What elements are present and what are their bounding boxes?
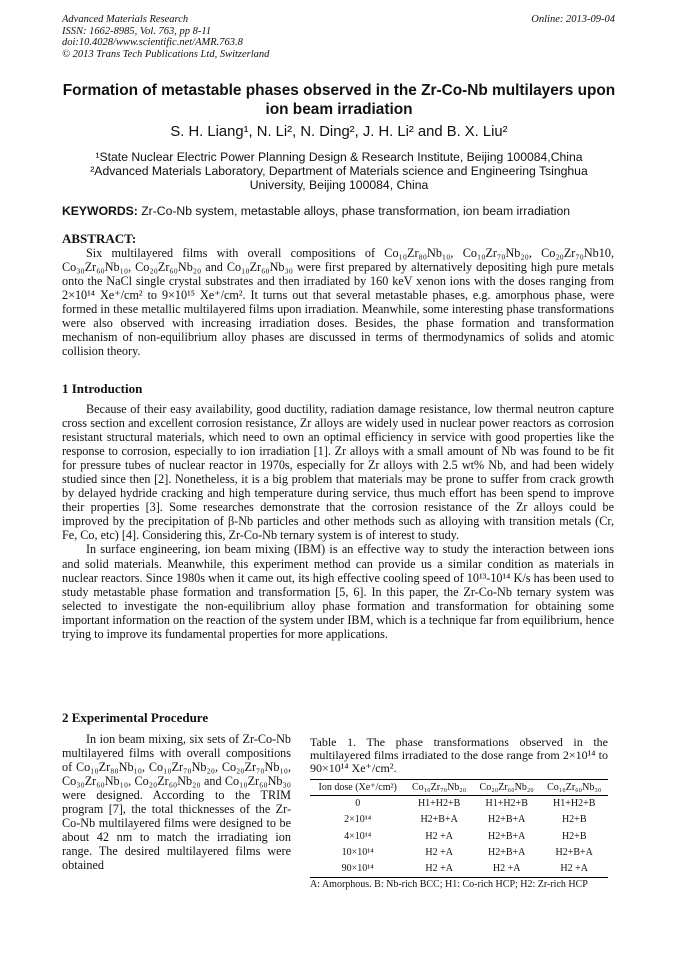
keywords-text: Zr-Co-Nb system, metastable alloys, phase transformation, ion beam irradiation	[141, 204, 571, 218]
abstract-body	[62, 246, 614, 358]
table-caption: Table 1. The phase transformations observed in the multilayered films irradiated to the dose range from 2×10¹⁴ to 90×10¹⁴ Xe⁺/cm².	[310, 735, 608, 776]
copyright-line: © 2013 Trans Tech Publications Ltd, Switzerland	[62, 48, 270, 60]
table-header-cell: Co₁₀Zr₆₀Nb₃₀	[540, 779, 608, 795]
table-cell: H2+B+A	[555, 846, 593, 858]
table-cell: H2 +A	[540, 860, 608, 877]
abstract-heading: ABSTRACT:	[62, 231, 137, 246]
table-row	[310, 828, 608, 844]
table-cell: 4×10¹⁴	[344, 830, 372, 842]
intro-body	[62, 402, 614, 641]
table-cell: 0	[355, 798, 361, 810]
table-row	[310, 812, 608, 828]
table-cell: H1+H2+B	[417, 798, 461, 810]
experimental-body	[62, 732, 291, 872]
affiliation-1: ¹State Nuclear Electric Power Planning Design & Research Institute, Beijing 100084,China	[95, 150, 583, 164]
table-header-cell: Ion dose (Xe⁺/cm²)	[310, 779, 405, 795]
table-cell: H2+B+A	[487, 814, 526, 826]
table-cell: H2 +A	[425, 830, 453, 842]
table-cell: H2+B+A	[420, 814, 458, 826]
phase-table	[310, 779, 608, 878]
table-cell: H2+B+A	[487, 830, 526, 842]
table-note: A: Amorphous. B: Nb-rich BCC; H1: Co-rich HCP; H2: Zr-rich HCP	[310, 878, 588, 890]
table-cell: H2 +A	[405, 860, 473, 877]
table-cell: H2 +A	[473, 860, 541, 877]
online-date: Online: 2013-09-04	[531, 14, 615, 25]
table-cell: H2+B	[561, 830, 587, 842]
table-cell: H2 +A	[425, 846, 453, 858]
doi-line: doi:10.4028/www.scientific.net/AMR.763.8	[62, 37, 243, 49]
table-header-row	[310, 779, 608, 795]
journal-name: Advanced Materials Research	[62, 14, 189, 25]
table-cell: H2+B+A	[487, 846, 526, 858]
keywords-label: KEYWORDS:	[62, 204, 138, 218]
table-header-cell: Co₂₀Zr₆₀Nb₂₀	[473, 779, 541, 795]
experimental-heading: 2 Experimental Procedure	[62, 710, 209, 725]
table-1	[310, 736, 608, 890]
table-cell: H1+H2+B	[485, 798, 528, 810]
experimental-text: In ion beam mixing, six sets of Zr-Co-Nb multilayered films with overall compositions of Co₁₀Zr₈₀Nb₁₀, Co₁₀Zr₇₀Nb₂₀, Co₂₀Zr₇₀Nb₁₀, Co₃₀Zr₆₀Nb₁₀, Co₂₀Zr₆₀Nb₂₀ and Co₁₀Zr₆₀Nb₃₀ were designed. According to the TRIM program [7], the total thicknesses of the Zr-Co-Nb multilayered films were designed to be about 42 nm to match the irradiating ion range. The desired multilayered films were obtained	[62, 732, 291, 873]
table-header-cell: Co₁₀Zr₇₀Nb₂₀	[405, 779, 473, 795]
abstract-text: Six multilayered films with overall compositions of Co₁₀Zr₈₀Nb₁₀, Co₁₀Zr₇₀Nb₂₀, Co₂₀Zr₇₀Nb10, Co₃₀Zr₆₀Nb₁₀, Co₂₀Zr₆₀Nb₂₀ and Co₁₀Zr₆₀Nb₃₀ were first prepared by alternatively depositing high pure metals onto the NaCl single crystal substrates and then irradiated by 160 keV xenon ions with the doses ranging from 2×10¹⁴ Xe⁺/cm² to 9×10¹⁵ Xe⁺/cm². It turns out that several metastable phases, e.g. amorphous phase, were formed in these metallic multilayered films upon irradiation. Meanwhile, some interesting phase transformations were also observed with increasing irradiation doses. Besides, the phase formation and transformation mechanism of non-equilibrium alloy phases are discussed in terms of thermodynamics of solids and atomic collision theory.	[62, 246, 614, 359]
table-row	[310, 795, 608, 812]
intro-paragraph-2: In surface engineering, ion beam mixing (IBM) is an effective way to study the interaction between ions and solid materials. Meanwhile, this experiment method can provide us a similar condition as materials in nuclear reactors. Since 1980s when it came out, its high effective cooling speed of 10¹³-10¹⁴ K/s has been used to study metastable phase formation and transformation [5, 6]. In this paper, the Zr-Co-Nb ternary system was selected to investigate the non-equilibrium alloy phase formation and transformation for obtaining some important information on the reaction of the system under IBM, which is a technique far from equilibrium, hence trying to improve its fundamental properties for more applications.	[62, 542, 615, 641]
table-cell: 2×10¹⁴	[344, 814, 372, 826]
author-list: S. H. Liang¹, N. Li², N. Ding², J. H. Li² and B. X. Liu²	[170, 124, 508, 140]
journal-header	[62, 14, 269, 60]
affiliation-2: ²Advanced Materials Laboratory, Department of Materials science and Engineering Tsinghua University, Beijing 100084, China	[90, 164, 588, 193]
issn-line: ISSN: 1662-8985, Vol. 763, pp 8-11	[62, 25, 212, 37]
table-cell: 90×10¹⁴	[310, 860, 405, 877]
table-row	[310, 860, 608, 877]
intro-heading: 1 Introduction	[62, 381, 143, 396]
intro-paragraph-1: Because of their easy availability, good ductility, radiation damage resistance, low thermal neutron capture cross section and excellent corrosion resistance, Zr alloys are widely used in nuclear power reactors as corrosion resistant structural materials, which need to own an optimal efficiency in service with good properties like the response to corrosion, especially to ion irradiation [1]. Zr alloys with a small amount of Nb was found to be fit for pressure tubes of nuclear reactor in 1970s, especially for Zr alloys with 2.5 wt% Nb, and had been widely studied since then [2]. Nonetheless, it is a big problem that materials may be prone to suffer from crack growth by delayed hydride cracking and high temperature during service, thus much effort has been spend to improve their properties [3]. Some researches demonstrate that the corrosion resistance of the Zr alloys could be improved by the precipitation of β-Nb particles and other methods such as alloying with transition metals (Cr, Fe, Co, etc) [4]. Considering this, Zr-Co-Nb ternary system is of interest to study.	[62, 402, 614, 543]
affiliations	[62, 150, 616, 193]
table-cell: H1+H2+B	[553, 798, 596, 810]
keywords	[62, 204, 616, 218]
table-cell: H2+B	[561, 814, 587, 826]
paper-title: Formation of metastable phases observed in the Zr-Co-Nb multilayers upon ion beam irradiation	[62, 82, 616, 118]
table-row	[310, 844, 608, 860]
table-cell: 10×10¹⁴	[341, 846, 374, 858]
